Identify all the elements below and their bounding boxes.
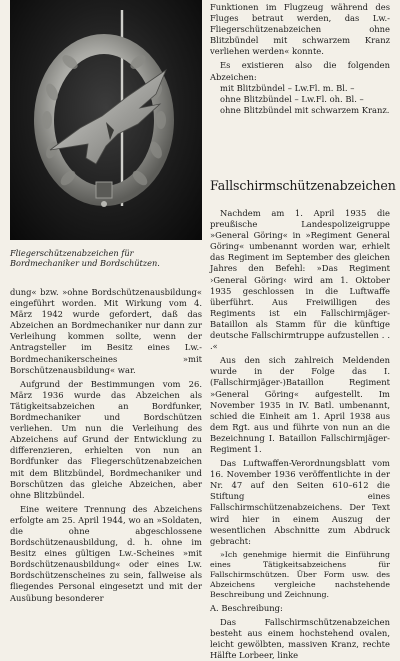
badge-illustration [10, 0, 202, 240]
paragraph: Funktionen im Flugzeug während des Fluges betraut werden, das Lw.-Fliegerschützenabzeichen ohne Blitzbündel mit schwarzem Kranz verliehen werden« konnte. [210, 2, 390, 57]
list-item: mit Blitzbündel – Lw.Fl. m. Bl. – [220, 82, 355, 93]
paragraph: Nachdem am 1. April 1935 die preußische Landespolizeigruppe »General Göring« in »Regiment General Göring« umbenannt worden war, erhielt das Regiment im September des gleichen Jahres den Befehl: »Das Regiment ›General Göring‹ wird am 1. Oktober 1935 geschlossen in die Luftwaffe überführt. Aus Freiwilligen des Regiments ist ein Fallschirmjäger-Bataillon als Stamm für die künftige deutsche Fallschirmtruppe aufzustellen . . .« [210, 208, 390, 352]
section-heading: Fallschirmschützenabzeichen [210, 178, 396, 194]
list-item: ohne Blitzbündel mit schwarzem Kranz. [220, 104, 390, 115]
paragraph: Das Fallschirmschützenabzeichen besteht aus einem hochstehend ovalen, leicht gewölbten, massiven Kranz, rechte Hälfte Lorbeer, linke [210, 616, 390, 661]
right-column-top-text [210, 2, 390, 116]
paragraph: dung« bzw. »ohne Bordschützenausbildung« eingeführt worden. Mit Wirkung vom 4. März 1942 wurde gefordert, daß das Abzeichen an Bordmechaniker nur dann zur Verleihung kommen sollte, wenn der Antragsteller im Besitz eines Lw.-Bordmechanikerscheines »mit Borschützenausbildung« war. [10, 287, 202, 375]
paragraph: Aufgrund der Bestimmungen vom 26. März 1936 wurde das Abzeichen als Tätigkeitsabzeichen an Bordfunker, Bordmechaniker und Bordschützen verliehen. Um nun die Verleihung des Abzeichens auf Grund der Entwicklung zu differenzieren, erhielten von nun an Bordfunker das Fliegerschützenabzeichen mit dem Blitzbündel, Bordmechaniker und Borschützen das gleiche Abzeichen, aber ohne Blitzbündel. [10, 378, 202, 500]
list-intro: Es existieren also die folgenden Abzeichen: [210, 60, 390, 82]
right-column-section-text [210, 208, 390, 661]
badge-photo [10, 0, 202, 240]
paragraph: Das Luftwaffen-Verordnungsblatt vom 16. November 1936 veröffentlichte in der Nr. 47 auf den Seiten 610–612 die Stiftung eines Fallschirmschützenabzeichens. Der Text wird hier in einem Auszug der wesentlichen Abschnitte zum Abdruck gebracht: [210, 458, 390, 546]
left-column-text [10, 287, 202, 604]
subheading: A. Beschreibung: [210, 602, 283, 613]
quoted-paragraph: »Ich genehmige hiermit die Einführung eines Tätigkeitsabzeichens für Fallschirmschützen. Über Form usw. des Abzeichens vergleiche nachstehende Beschreibung und Zeichnung. [210, 549, 390, 599]
list-item: ohne Blitzbündel – Lw.Fl. oh. Bl. – [220, 93, 364, 104]
paragraph: Eine weitere Trennung des Abzeichens erfolgte am 25. April 1944, wo an »Soldaten, die ohne abgeschlossene Bordschützenausbildung, d. h. ohne im Besitz eines gültigen Lw.-Scheines »mit Bordschützenausbildung« oder eines Lw. Bordschützenscheines zu sein, fallweise als fliegendes Personal eingesetzt und mit der Ausübung besonderer [10, 503, 202, 603]
paragraph: Aus den sich zahlreich Meldenden wurde in der Folge das I. (Fallschirmjäger-)Bataillon Regiment »General Göring« aufgestellt. Im November 1935 in IV. Batl. umbenannt, schied die Einheit am 1. April 1938 aus dem Rgt. aus und führte von nun an die Bezeichnung I. Bataillon Fallschirmjäger-Regiment 1. [210, 355, 390, 454]
figure-caption: Fliegerschützenabzeichen für Bordmechaniker und Bordschützen. [10, 248, 160, 268]
